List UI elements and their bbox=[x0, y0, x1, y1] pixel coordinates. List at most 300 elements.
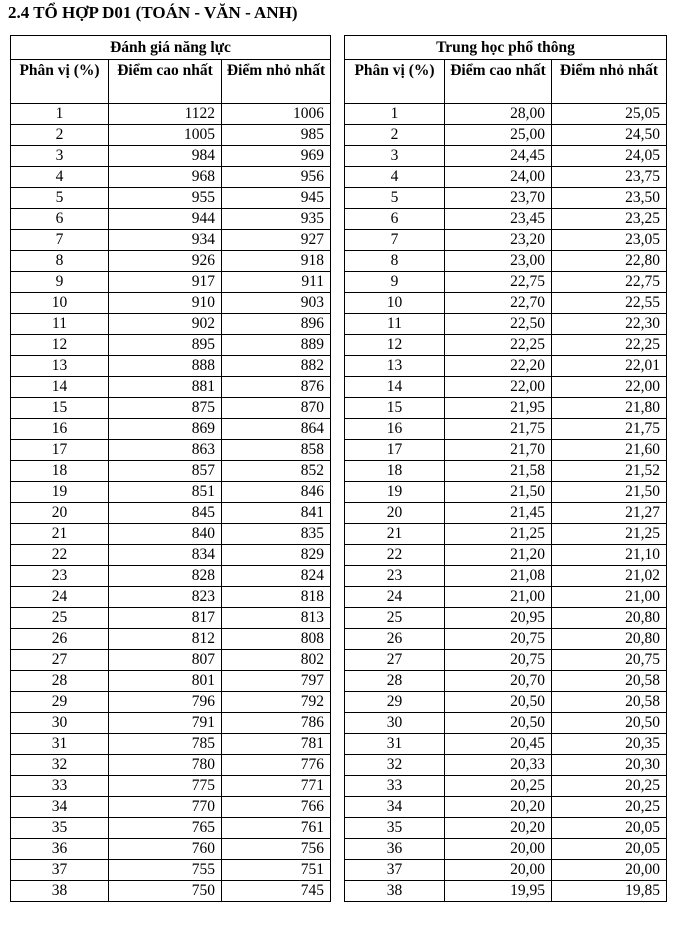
table-row bbox=[345, 839, 667, 860]
percentile-cell: 19 bbox=[345, 482, 445, 503]
min-score-cell: 24,05 bbox=[552, 146, 667, 167]
table-row bbox=[345, 356, 667, 377]
max-score-cell: 20,00 bbox=[445, 839, 552, 860]
min-score-cell: 25,05 bbox=[552, 104, 667, 125]
max-score-cell: 888 bbox=[109, 356, 222, 377]
max-score-cell: 823 bbox=[109, 587, 222, 608]
max-score-cell: 851 bbox=[109, 482, 222, 503]
min-score-cell: 21,52 bbox=[552, 461, 667, 482]
min-score-cell: 21,50 bbox=[552, 482, 667, 503]
max-score-cell: 20,20 bbox=[445, 818, 552, 839]
min-score-cell: 23,50 bbox=[552, 188, 667, 209]
max-score-cell: 869 bbox=[109, 419, 222, 440]
max-score-cell: 22,75 bbox=[445, 272, 552, 293]
max-score-cell: 22,00 bbox=[445, 377, 552, 398]
max-score-cell: 23,45 bbox=[445, 209, 552, 230]
table-row bbox=[11, 587, 331, 608]
max-score-cell: 807 bbox=[109, 650, 222, 671]
max-score-cell: 857 bbox=[109, 461, 222, 482]
max-score-cell: 21,45 bbox=[445, 503, 552, 524]
max-score-cell: 23,00 bbox=[445, 251, 552, 272]
min-score-cell: 1006 bbox=[222, 104, 331, 125]
table-row bbox=[345, 482, 667, 503]
table-row bbox=[11, 314, 331, 335]
max-score-cell: 944 bbox=[109, 209, 222, 230]
table-row bbox=[345, 167, 667, 188]
max-score-cell: 20,00 bbox=[445, 860, 552, 881]
col-header-max-score: Điểm cao nhất bbox=[109, 60, 222, 104]
table-row bbox=[11, 755, 331, 776]
min-score-cell: 918 bbox=[222, 251, 331, 272]
min-score-cell: 802 bbox=[222, 650, 331, 671]
thpt-table-title: Trung học phổ thông bbox=[345, 36, 667, 60]
percentile-cell: 22 bbox=[11, 545, 109, 566]
dgnl-table-body bbox=[11, 104, 331, 902]
min-score-cell: 20,25 bbox=[552, 797, 667, 818]
max-score-cell: 984 bbox=[109, 146, 222, 167]
min-score-cell: 21,27 bbox=[552, 503, 667, 524]
percentile-cell: 35 bbox=[345, 818, 445, 839]
table-row bbox=[11, 629, 331, 650]
min-score-cell: 927 bbox=[222, 230, 331, 251]
min-score-cell: 835 bbox=[222, 524, 331, 545]
percentile-cell: 4 bbox=[345, 167, 445, 188]
percentile-cell: 36 bbox=[11, 839, 109, 860]
table-row bbox=[345, 209, 667, 230]
min-score-cell: 846 bbox=[222, 482, 331, 503]
percentile-cell: 33 bbox=[345, 776, 445, 797]
col-header-min-score: Điểm nhỏ nhất bbox=[222, 60, 331, 104]
min-score-cell: 23,05 bbox=[552, 230, 667, 251]
min-score-cell: 818 bbox=[222, 587, 331, 608]
max-score-cell: 21,00 bbox=[445, 587, 552, 608]
table-row bbox=[11, 146, 331, 167]
max-score-cell: 926 bbox=[109, 251, 222, 272]
table-row bbox=[11, 377, 331, 398]
table-row bbox=[345, 461, 667, 482]
percentile-cell: 2 bbox=[11, 125, 109, 146]
max-score-cell: 785 bbox=[109, 734, 222, 755]
percentile-cell: 7 bbox=[11, 230, 109, 251]
col-header-min-score: Điểm nhỏ nhất bbox=[552, 60, 667, 104]
table-row bbox=[345, 671, 667, 692]
max-score-cell: 21,50 bbox=[445, 482, 552, 503]
table-row bbox=[11, 272, 331, 293]
min-score-cell: 751 bbox=[222, 860, 331, 881]
min-score-cell: 766 bbox=[222, 797, 331, 818]
max-score-cell: 750 bbox=[109, 881, 222, 902]
min-score-cell: 935 bbox=[222, 209, 331, 230]
percentile-cell: 26 bbox=[11, 629, 109, 650]
table-row bbox=[345, 818, 667, 839]
percentile-cell: 16 bbox=[11, 419, 109, 440]
table-row bbox=[345, 251, 667, 272]
table-row bbox=[345, 335, 667, 356]
table-row bbox=[345, 125, 667, 146]
percentile-cell: 23 bbox=[345, 566, 445, 587]
dgnl-table-title: Đánh giá năng lực bbox=[11, 36, 331, 60]
percentile-cell: 10 bbox=[11, 293, 109, 314]
table-row bbox=[345, 314, 667, 335]
percentile-cell: 29 bbox=[11, 692, 109, 713]
percentile-cell: 2 bbox=[345, 125, 445, 146]
min-score-cell: 22,25 bbox=[552, 335, 667, 356]
max-score-cell: 863 bbox=[109, 440, 222, 461]
percentile-cell: 28 bbox=[11, 671, 109, 692]
max-score-cell: 755 bbox=[109, 860, 222, 881]
percentile-cell: 20 bbox=[11, 503, 109, 524]
table-row bbox=[345, 230, 667, 251]
table-row bbox=[345, 608, 667, 629]
percentile-cell: 21 bbox=[11, 524, 109, 545]
percentile-cell: 34 bbox=[11, 797, 109, 818]
percentile-cell: 18 bbox=[345, 461, 445, 482]
table-row bbox=[11, 503, 331, 524]
max-score-cell: 24,00 bbox=[445, 167, 552, 188]
table-row bbox=[11, 566, 331, 587]
min-score-cell: 852 bbox=[222, 461, 331, 482]
min-score-cell: 23,25 bbox=[552, 209, 667, 230]
max-score-cell: 23,70 bbox=[445, 188, 552, 209]
max-score-cell: 780 bbox=[109, 755, 222, 776]
percentile-cell: 38 bbox=[11, 881, 109, 902]
percentile-cell: 24 bbox=[11, 587, 109, 608]
max-score-cell: 875 bbox=[109, 398, 222, 419]
percentile-cell: 31 bbox=[11, 734, 109, 755]
table-row bbox=[345, 293, 667, 314]
max-score-cell: 21,20 bbox=[445, 545, 552, 566]
table-row bbox=[345, 713, 667, 734]
percentile-cell: 8 bbox=[345, 251, 445, 272]
percentile-cell: 9 bbox=[11, 272, 109, 293]
min-score-cell: 889 bbox=[222, 335, 331, 356]
min-score-cell: 858 bbox=[222, 440, 331, 461]
min-score-cell: 761 bbox=[222, 818, 331, 839]
min-score-cell: 22,55 bbox=[552, 293, 667, 314]
max-score-cell: 902 bbox=[109, 314, 222, 335]
percentile-cell: 5 bbox=[345, 188, 445, 209]
max-score-cell: 968 bbox=[109, 167, 222, 188]
table-row bbox=[11, 104, 331, 125]
max-score-cell: 21,95 bbox=[445, 398, 552, 419]
table-row bbox=[11, 692, 331, 713]
min-score-cell: 864 bbox=[222, 419, 331, 440]
min-score-cell: 22,01 bbox=[552, 356, 667, 377]
min-score-cell: 985 bbox=[222, 125, 331, 146]
max-score-cell: 760 bbox=[109, 839, 222, 860]
min-score-cell: 829 bbox=[222, 545, 331, 566]
min-score-cell: 813 bbox=[222, 608, 331, 629]
max-score-cell: 775 bbox=[109, 776, 222, 797]
max-score-cell: 917 bbox=[109, 272, 222, 293]
min-score-cell: 22,75 bbox=[552, 272, 667, 293]
table-row bbox=[345, 755, 667, 776]
table-row bbox=[11, 482, 331, 503]
table-row bbox=[345, 587, 667, 608]
min-score-cell: 756 bbox=[222, 839, 331, 860]
percentile-cell: 11 bbox=[11, 314, 109, 335]
min-score-cell: 824 bbox=[222, 566, 331, 587]
max-score-cell: 20,70 bbox=[445, 671, 552, 692]
percentile-cell: 3 bbox=[11, 146, 109, 167]
max-score-cell: 1122 bbox=[109, 104, 222, 125]
max-score-cell: 20,45 bbox=[445, 734, 552, 755]
min-score-cell: 23,75 bbox=[552, 167, 667, 188]
min-score-cell: 20,58 bbox=[552, 671, 667, 692]
table-row bbox=[345, 188, 667, 209]
max-score-cell: 20,25 bbox=[445, 776, 552, 797]
percentile-cell: 37 bbox=[11, 860, 109, 881]
table-row bbox=[11, 839, 331, 860]
percentile-cell: 1 bbox=[345, 104, 445, 125]
percentile-cell: 20 bbox=[345, 503, 445, 524]
percentile-cell: 30 bbox=[11, 713, 109, 734]
percentile-cell: 12 bbox=[11, 335, 109, 356]
max-score-cell: 20,50 bbox=[445, 713, 552, 734]
percentile-cell: 24 bbox=[345, 587, 445, 608]
percentile-cell: 7 bbox=[345, 230, 445, 251]
min-score-cell: 808 bbox=[222, 629, 331, 650]
table-row bbox=[11, 776, 331, 797]
percentile-cell: 23 bbox=[11, 566, 109, 587]
max-score-cell: 881 bbox=[109, 377, 222, 398]
max-score-cell: 765 bbox=[109, 818, 222, 839]
max-score-cell: 20,33 bbox=[445, 755, 552, 776]
table-row bbox=[345, 650, 667, 671]
table-row bbox=[345, 545, 667, 566]
max-score-cell: 21,70 bbox=[445, 440, 552, 461]
max-score-cell: 19,95 bbox=[445, 881, 552, 902]
table-row bbox=[345, 272, 667, 293]
min-score-cell: 21,10 bbox=[552, 545, 667, 566]
table-row bbox=[11, 734, 331, 755]
percentile-cell: 32 bbox=[11, 755, 109, 776]
table-row bbox=[11, 251, 331, 272]
percentile-cell: 1 bbox=[11, 104, 109, 125]
max-score-cell: 791 bbox=[109, 713, 222, 734]
min-score-cell: 22,80 bbox=[552, 251, 667, 272]
min-score-cell: 21,80 bbox=[552, 398, 667, 419]
max-score-cell: 21,25 bbox=[445, 524, 552, 545]
max-score-cell: 812 bbox=[109, 629, 222, 650]
max-score-cell: 910 bbox=[109, 293, 222, 314]
percentile-cell: 37 bbox=[345, 860, 445, 881]
max-score-cell: 21,58 bbox=[445, 461, 552, 482]
percentile-cell: 13 bbox=[11, 356, 109, 377]
max-score-cell: 1005 bbox=[109, 125, 222, 146]
min-score-cell: 786 bbox=[222, 713, 331, 734]
table-row bbox=[11, 608, 331, 629]
max-score-cell: 22,50 bbox=[445, 314, 552, 335]
table-row bbox=[11, 524, 331, 545]
min-score-cell: 20,80 bbox=[552, 608, 667, 629]
percentile-cell: 8 bbox=[11, 251, 109, 272]
percentile-cell: 4 bbox=[11, 167, 109, 188]
table-row bbox=[345, 524, 667, 545]
table-row bbox=[345, 398, 667, 419]
min-score-cell: 21,60 bbox=[552, 440, 667, 461]
dgnl-table bbox=[10, 35, 331, 902]
max-score-cell: 21,75 bbox=[445, 419, 552, 440]
min-score-cell: 24,50 bbox=[552, 125, 667, 146]
table-row bbox=[11, 398, 331, 419]
thpt-table-body bbox=[345, 104, 667, 902]
min-score-cell: 771 bbox=[222, 776, 331, 797]
percentile-cell: 30 bbox=[345, 713, 445, 734]
min-score-cell: 19,85 bbox=[552, 881, 667, 902]
percentile-cell: 27 bbox=[11, 650, 109, 671]
min-score-cell: 20,25 bbox=[552, 776, 667, 797]
max-score-cell: 22,25 bbox=[445, 335, 552, 356]
table-row bbox=[11, 545, 331, 566]
percentile-cell: 11 bbox=[345, 314, 445, 335]
percentile-cell: 6 bbox=[11, 209, 109, 230]
min-score-cell: 20,58 bbox=[552, 692, 667, 713]
min-score-cell: 21,25 bbox=[552, 524, 667, 545]
max-score-cell: 801 bbox=[109, 671, 222, 692]
table-row bbox=[345, 566, 667, 587]
max-score-cell: 828 bbox=[109, 566, 222, 587]
table-row bbox=[11, 818, 331, 839]
table-row bbox=[11, 356, 331, 377]
max-score-cell: 770 bbox=[109, 797, 222, 818]
min-score-cell: 21,75 bbox=[552, 419, 667, 440]
max-score-cell: 21,08 bbox=[445, 566, 552, 587]
min-score-cell: 22,30 bbox=[552, 314, 667, 335]
percentile-cell: 36 bbox=[345, 839, 445, 860]
max-score-cell: 834 bbox=[109, 545, 222, 566]
min-score-cell: 781 bbox=[222, 734, 331, 755]
table-row bbox=[11, 881, 331, 902]
table-row bbox=[11, 419, 331, 440]
min-score-cell: 792 bbox=[222, 692, 331, 713]
table-row bbox=[11, 293, 331, 314]
min-score-cell: 911 bbox=[222, 272, 331, 293]
percentile-cell: 31 bbox=[345, 734, 445, 755]
max-score-cell: 934 bbox=[109, 230, 222, 251]
table-row bbox=[345, 419, 667, 440]
table-row bbox=[345, 146, 667, 167]
max-score-cell: 20,50 bbox=[445, 692, 552, 713]
percentile-cell: 17 bbox=[345, 440, 445, 461]
percentile-cell: 9 bbox=[345, 272, 445, 293]
table-row bbox=[11, 860, 331, 881]
table-row bbox=[11, 188, 331, 209]
percentile-cell: 18 bbox=[11, 461, 109, 482]
percentile-cell: 10 bbox=[345, 293, 445, 314]
percentile-cell: 28 bbox=[345, 671, 445, 692]
percentile-cell: 3 bbox=[345, 146, 445, 167]
percentile-cell: 38 bbox=[345, 881, 445, 902]
table-row bbox=[345, 377, 667, 398]
max-score-cell: 895 bbox=[109, 335, 222, 356]
table-row bbox=[11, 209, 331, 230]
table-row bbox=[11, 650, 331, 671]
min-score-cell: 882 bbox=[222, 356, 331, 377]
percentile-cell: 15 bbox=[345, 398, 445, 419]
table-row bbox=[11, 440, 331, 461]
min-score-cell: 21,00 bbox=[552, 587, 667, 608]
table-row bbox=[345, 692, 667, 713]
min-score-cell: 876 bbox=[222, 377, 331, 398]
max-score-cell: 20,75 bbox=[445, 629, 552, 650]
percentile-cell: 34 bbox=[345, 797, 445, 818]
percentile-cell: 15 bbox=[11, 398, 109, 419]
table-row bbox=[345, 104, 667, 125]
table-row bbox=[11, 167, 331, 188]
min-score-cell: 20,35 bbox=[552, 734, 667, 755]
percentile-cell: 32 bbox=[345, 755, 445, 776]
percentile-cell: 17 bbox=[11, 440, 109, 461]
min-score-cell: 797 bbox=[222, 671, 331, 692]
col-header-max-score: Điểm cao nhất bbox=[445, 60, 552, 104]
max-score-cell: 22,70 bbox=[445, 293, 552, 314]
percentile-cell: 25 bbox=[345, 608, 445, 629]
min-score-cell: 969 bbox=[222, 146, 331, 167]
percentile-cell: 25 bbox=[11, 608, 109, 629]
min-score-cell: 22,00 bbox=[552, 377, 667, 398]
min-score-cell: 21,02 bbox=[552, 566, 667, 587]
percentile-cell: 27 bbox=[345, 650, 445, 671]
percentile-cell: 29 bbox=[345, 692, 445, 713]
max-score-cell: 22,20 bbox=[445, 356, 552, 377]
min-score-cell: 776 bbox=[222, 755, 331, 776]
percentile-cell: 16 bbox=[345, 419, 445, 440]
percentile-cell: 21 bbox=[345, 524, 445, 545]
table-row bbox=[11, 335, 331, 356]
percentile-cell: 22 bbox=[345, 545, 445, 566]
min-score-cell: 896 bbox=[222, 314, 331, 335]
table-row bbox=[11, 461, 331, 482]
max-score-cell: 20,20 bbox=[445, 797, 552, 818]
table-row bbox=[11, 713, 331, 734]
min-score-cell: 903 bbox=[222, 293, 331, 314]
percentile-cell: 33 bbox=[11, 776, 109, 797]
max-score-cell: 20,75 bbox=[445, 650, 552, 671]
min-score-cell: 20,50 bbox=[552, 713, 667, 734]
col-header-percentile: Phân vị (%) bbox=[11, 60, 109, 104]
table-row bbox=[345, 881, 667, 902]
max-score-cell: 955 bbox=[109, 188, 222, 209]
min-score-cell: 20,05 bbox=[552, 818, 667, 839]
table-row bbox=[345, 797, 667, 818]
table-row bbox=[345, 776, 667, 797]
max-score-cell: 817 bbox=[109, 608, 222, 629]
percentile-cell: 14 bbox=[345, 377, 445, 398]
percentile-cell: 6 bbox=[345, 209, 445, 230]
col-header-percentile: Phân vị (%) bbox=[345, 60, 445, 104]
percentile-cell: 14 bbox=[11, 377, 109, 398]
table-row bbox=[345, 860, 667, 881]
min-score-cell: 20,80 bbox=[552, 629, 667, 650]
percentile-cell: 35 bbox=[11, 818, 109, 839]
table-row bbox=[345, 503, 667, 524]
max-score-cell: 840 bbox=[109, 524, 222, 545]
max-score-cell: 845 bbox=[109, 503, 222, 524]
table-row bbox=[345, 734, 667, 755]
section-heading: 2.4 TỔ HỢP D01 (TOÁN - VĂN - ANH) bbox=[8, 3, 298, 22]
table-row bbox=[11, 125, 331, 146]
percentile-cell: 12 bbox=[345, 335, 445, 356]
table-row bbox=[345, 629, 667, 650]
table-row bbox=[345, 440, 667, 461]
table-row bbox=[11, 797, 331, 818]
percentile-cell: 5 bbox=[11, 188, 109, 209]
min-score-cell: 20,30 bbox=[552, 755, 667, 776]
max-score-cell: 28,00 bbox=[445, 104, 552, 125]
min-score-cell: 20,00 bbox=[552, 860, 667, 881]
table-row bbox=[11, 671, 331, 692]
